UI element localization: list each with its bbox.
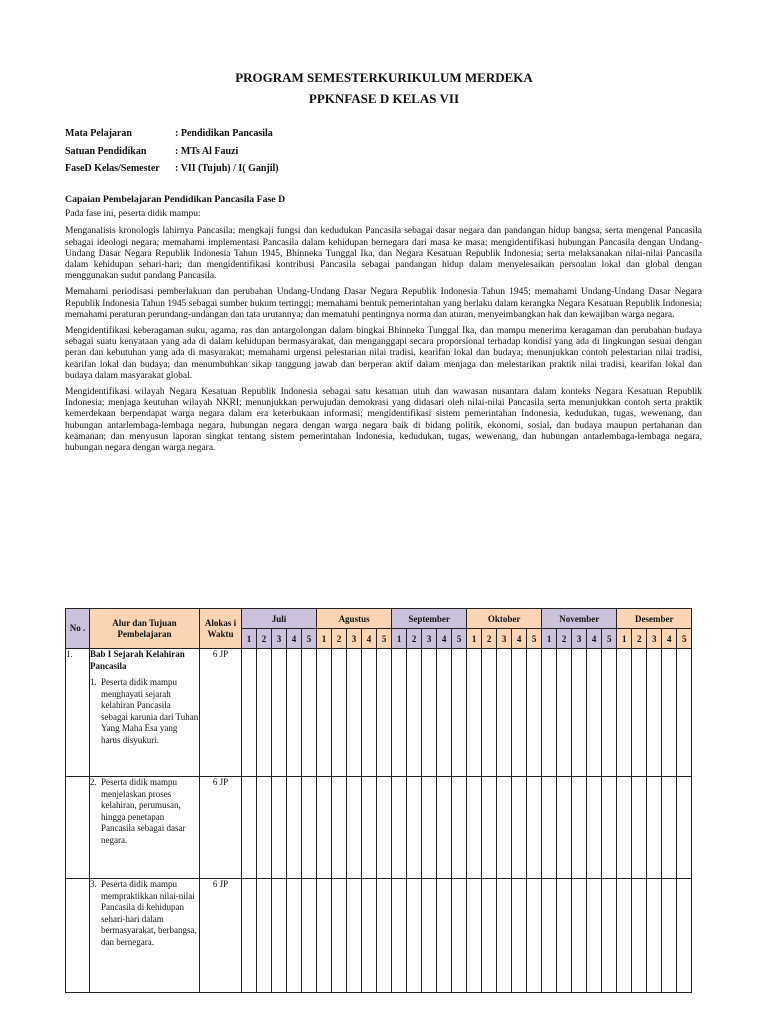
- identity-block: [65, 125, 279, 178]
- tp-number: 2.: [90, 777, 97, 787]
- week-cell: [287, 649, 302, 777]
- table-row: [66, 879, 692, 993]
- week-cell: [617, 879, 632, 993]
- week-cell: [527, 879, 542, 993]
- alokasi-waktu-cell: 6 JP: [200, 879, 242, 993]
- table-row: [66, 777, 692, 879]
- week-header: 1: [392, 629, 407, 649]
- capaian-paragraph: Menganalisis kronologis lahirnya Pancasila; mengkaji fungsi dan kedudukan Pancasila sebagai dasar negara dan pandangan hidup bangsa, serta mengenal Pancasila sebagai ideologi negara; memahami implementasi Pancasila dalam kehidupan bernegara dari masa ke masa; mengidentifikasi hubungan Pancasila dengan Undang-Undang Dasar Negara Republik Indonesia Tahun 1945, Bhinneka Tunggal Ika, dan Negara Kesatuan Republik Indonesia; serta melaksanakan nilai-nilai Pancasila dalam kehidupan sehari-hari; dan mengidentifikasi kontribusi Pancasila sebagai pandangan hidup dalam menyelesaikan persoalan lokal dan global dengan menggunakan sudut pandang Pancasila.: [65, 226, 702, 282]
- week-header: 5: [302, 629, 317, 649]
- alur-cell: [90, 777, 200, 879]
- row-number: 1.: [66, 649, 90, 777]
- week-cell: [362, 649, 377, 777]
- week-header: 4: [662, 629, 677, 649]
- week-header: 5: [452, 629, 467, 649]
- week-header: 3: [572, 629, 587, 649]
- week-cell: [482, 777, 497, 879]
- week-header: 4: [437, 629, 452, 649]
- week-cell: [557, 649, 572, 777]
- week-cell: [467, 879, 482, 993]
- alur-cell: [90, 879, 200, 993]
- tujuan-pembelajaran: [90, 879, 199, 948]
- week-header: 3: [497, 629, 512, 649]
- tp-text: Peserta didik mampu menjelaskan proses kelahiran, perumusan, hingga penetapan Pancasila sebagai dasar negara.: [101, 777, 186, 845]
- week-cell: [617, 777, 632, 879]
- week-cell: [287, 879, 302, 993]
- week-header: 3: [272, 629, 287, 649]
- capaian-intro: Pada fase ini, peserta didik mampu:: [65, 209, 201, 220]
- week-cell: [542, 649, 557, 777]
- week-header: 5: [377, 629, 392, 649]
- week-cell: [332, 777, 347, 879]
- week-cell: [272, 879, 287, 993]
- week-cell: [392, 649, 407, 777]
- month-header-september: September: [392, 609, 467, 629]
- table-row: [66, 649, 692, 777]
- week-cell: [317, 879, 332, 993]
- week-cell: [662, 777, 677, 879]
- week-cell: [542, 879, 557, 993]
- week-cell: [347, 879, 362, 993]
- week-cell: [677, 777, 692, 879]
- meta-value: : VII (Tujuh) / I( Ganjil): [175, 163, 279, 174]
- week-cell: [302, 649, 317, 777]
- week-cell: [572, 777, 587, 879]
- week-cell: [677, 879, 692, 993]
- week-cell: [587, 649, 602, 777]
- week-cell: [527, 777, 542, 879]
- week-cell: [362, 777, 377, 879]
- week-cell: [302, 879, 317, 993]
- month-header-november: November: [542, 609, 617, 629]
- week-header: 1: [242, 629, 257, 649]
- meta-label: FaseD Kelas/Semester: [65, 163, 160, 174]
- week-cell: [347, 649, 362, 777]
- tp-text: Peserta didik mampu mempraktikkan nilai-nilai Pancasila di kehidupan sehari-hari dalam bermasyarakat, berbangsa, dan bernegara.: [101, 879, 197, 947]
- week-cell: [632, 649, 647, 777]
- alokasi-waktu-cell: 6 JP: [200, 649, 242, 777]
- week-header: 3: [647, 629, 662, 649]
- meta-label: Satuan Pendidikan: [65, 145, 147, 157]
- capaian-paragraph: Mengidentifikasi wilayah Negara Kesatuan Republik Indonesia sebagai satu kesatuan utuh dan wawasan nusantara dalam konteks Negara Kesatuan Republik Indonesia; menjaga keutuhan wilayah NKRI; menunjukkan perwujudan demokrasi yang didasari oleh nilai-nilai Pancasila serta menunjukkan contoh serta praktik kemerdekaan berpendapat warga negara dalam era keterbukaan informasi; mengidentifikasi sistem pemerintahan Indonesia, kedudukan, tugas, wewenang, dan hubungan antarlembaga-lembaga negara, hubungan negara dengan warga negara baik di bidang politik, ekonomi, sosial, dan budaya maupun pertahanan dan keamanan; dan menyusun laporan singkat tentang sistem pemerintahan Indonesia, kedudukan, tugas, wewenang, dan hubungan antarlembaga-lembaga negara, hubungan negara dengan warga negara.: [65, 387, 702, 454]
- week-cell: [467, 777, 482, 879]
- week-header: 2: [482, 629, 497, 649]
- meta-row-mapel: [65, 125, 279, 143]
- month-header-oktober: Oktober: [467, 609, 542, 629]
- week-cell: [317, 777, 332, 879]
- week-cell: [647, 777, 662, 879]
- week-cell: [662, 879, 677, 993]
- week-cell: [242, 777, 257, 879]
- row-number: [66, 777, 90, 879]
- week-cell: [362, 879, 377, 993]
- meta-row-fase: [65, 160, 279, 178]
- week-cell: [422, 879, 437, 993]
- week-cell: [452, 649, 467, 777]
- document-title-line1: PROGRAM SEMESTERKURIKULUM MERDEKA: [235, 70, 533, 85]
- week-cell: [512, 879, 527, 993]
- bab-title: Bab I Sejarah Kelahiran Pancasila: [90, 649, 185, 671]
- week-header: 2: [257, 629, 272, 649]
- week-cell: [317, 649, 332, 777]
- week-cell: [257, 777, 272, 879]
- week-header: 2: [557, 629, 572, 649]
- week-header: 5: [527, 629, 542, 649]
- month-header-juli: Juli: [242, 609, 317, 629]
- tujuan-pembelajaran: [90, 777, 199, 846]
- alokasi-waktu-cell: 6 JP: [200, 777, 242, 879]
- month-header-row: [66, 609, 692, 629]
- week-header: 5: [602, 629, 617, 649]
- week-header: 2: [632, 629, 647, 649]
- week-cell: [392, 777, 407, 879]
- alur-cell: [90, 649, 200, 777]
- month-header-agustus: Agustus: [317, 609, 392, 629]
- capaian-heading: Capaian Pembelajaran Pendidikan Pancasila Fase D: [65, 194, 286, 205]
- week-cell: [602, 649, 617, 777]
- week-header: 1: [617, 629, 632, 649]
- week-cell: [617, 649, 632, 777]
- week-cell: [467, 649, 482, 777]
- week-cell: [407, 879, 422, 993]
- week-cell: [272, 649, 287, 777]
- week-cell: [482, 879, 497, 993]
- meta-row-satuan: [65, 143, 279, 161]
- week-cell: [587, 777, 602, 879]
- week-header: 4: [587, 629, 602, 649]
- month-header-desember: Desember: [617, 609, 692, 629]
- capaian-section: [65, 194, 702, 459]
- week-cell: [587, 879, 602, 993]
- week-header: 4: [512, 629, 527, 649]
- week-cell: [392, 879, 407, 993]
- week-cell: [557, 879, 572, 993]
- week-cell: [422, 777, 437, 879]
- week-cell: [287, 777, 302, 879]
- week-cell: [572, 649, 587, 777]
- week-cell: [482, 649, 497, 777]
- week-cell: [632, 879, 647, 993]
- week-cell: [257, 649, 272, 777]
- week-header: 3: [422, 629, 437, 649]
- week-header: 1: [317, 629, 332, 649]
- week-cell: [452, 879, 467, 993]
- week-cell: [377, 777, 392, 879]
- week-cell: [512, 777, 527, 879]
- schedule-table: [65, 608, 692, 993]
- document-title-line2: PPKNFASE D KELAS VII: [308, 91, 460, 106]
- week-cell: [662, 649, 677, 777]
- meta-label: Mata Pelajaran: [65, 128, 132, 139]
- week-cell: [407, 649, 422, 777]
- row-number: [66, 879, 90, 993]
- week-cell: [497, 649, 512, 777]
- header-no: No .: [66, 609, 90, 649]
- meta-value: : MTs Al Fauzi: [175, 145, 239, 157]
- week-cell: [377, 879, 392, 993]
- week-header: 1: [542, 629, 557, 649]
- tp-number: 3.: [90, 879, 97, 889]
- week-cell: [647, 879, 662, 993]
- week-cell: [572, 879, 587, 993]
- week-cell: [302, 777, 317, 879]
- capaian-paragraph: Memahami periodisasi pemberlakuan dan perubahan Undang-Undang Dasar Negara Republik Indonesia Tahun 1945; memahami Undang-Undang Dasar Negara Republik Indonesia Tahun 1945 sebagai sumber hukum tertinggi; memahami bentuk pemerintahan yang berlaku dalam kerangka Negara Kesatuan Republik Indonesia; memahami peraturan perundang-undangan dan tata urutannya; dan mematuhi pentingnya norma dan aturan, menyeimbangkan hak dan kewajiban warga negara.: [65, 287, 702, 320]
- week-header: 4: [362, 629, 377, 649]
- week-cell: [407, 777, 422, 879]
- week-cell: [497, 879, 512, 993]
- meta-value: : Pendidikan Pancasila: [175, 128, 273, 139]
- header-alur-tujuan: Alur dan Tujuan Pembelajaran: [90, 609, 200, 649]
- week-cell: [332, 879, 347, 993]
- week-cell: [332, 649, 347, 777]
- week-cell: [677, 649, 692, 777]
- week-header: 3: [347, 629, 362, 649]
- week-cell: [542, 777, 557, 879]
- week-header: 5: [677, 629, 692, 649]
- week-cell: [512, 649, 527, 777]
- week-cell: [557, 777, 572, 879]
- week-cell: [602, 777, 617, 879]
- week-header: 2: [332, 629, 347, 649]
- week-cell: [377, 649, 392, 777]
- week-cell: [602, 879, 617, 993]
- week-cell: [347, 777, 362, 879]
- tp-text: Peserta didik mampu menghayati sejarah kelahiran Pancasila sebagai karunia dari Tuhan Yang Maha Esa yang harus disyukuri.: [101, 677, 199, 745]
- week-cell: [422, 649, 437, 777]
- week-cell: [437, 649, 452, 777]
- week-header: 1: [467, 629, 482, 649]
- week-cell: [452, 777, 467, 879]
- week-cell: [437, 879, 452, 993]
- week-cell: [647, 649, 662, 777]
- week-cell: [632, 777, 647, 879]
- week-cell: [257, 879, 272, 993]
- week-header: 4: [287, 629, 302, 649]
- week-cell: [242, 879, 257, 993]
- tujuan-pembelajaran: [90, 677, 199, 746]
- week-header: 2: [407, 629, 422, 649]
- week-cell: [497, 777, 512, 879]
- week-cell: [437, 777, 452, 879]
- capaian-paragraph: Mengidentifikasi keberagaman suku, agama, ras dan antargolongan dalam bingkai Bhinneka Tunggal Ika, dan mampu menerima keragaman dan perubahan budaya sebagai suatu kenyataan yang ada di dalam kehidupan bermasyarakat, dan menganggapi secara proporsional terhadap kondisi yang ada di lingkungan sesuai dengan peran dan kebutuhan yang ada di masyarakat; memahami urgensi pelestarian nilai tradisi, kearifan lokal dan budaya; menunjukkan contoh pelestarian nilai tradisi, kearifan lokal dan budaya; dan menumbuhkan sikap tanggung jawab dan berperan aktif dalam menjaga dan melestarikan praktik nilai tradisi, kearifan lokal dan budaya dalam masyarakat global.: [65, 326, 702, 381]
- week-cell: [242, 649, 257, 777]
- header-alokasi-waktu: Alokas i Waktu: [200, 609, 242, 649]
- week-cell: [272, 777, 287, 879]
- week-cell: [527, 649, 542, 777]
- tp-number: 1.: [90, 677, 97, 687]
